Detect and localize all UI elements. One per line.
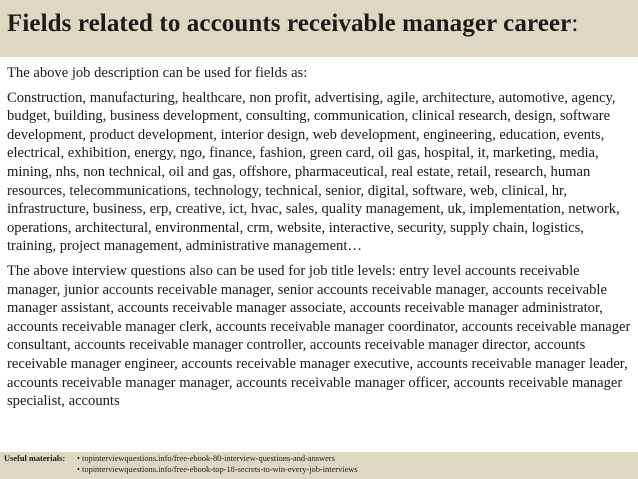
page-title-text: Fields related to accounts receivable manager career <box>7 10 572 37</box>
footer-link-ebook-80-questions[interactable]: • topinterviewquestions.info/free-ebook-80-interview-questions-and-answers <box>77 454 335 463</box>
footer-row-2 <box>4 464 638 475</box>
title-bar <box>0 0 638 57</box>
page-title-colon: : <box>571 10 579 37</box>
footer-link-ebook-18-secrets[interactable]: • topinterviewquestions.info/free-ebook-top-18-secrets-to-win-every-job-interviews <box>77 465 358 474</box>
footer-row-1 <box>4 453 638 464</box>
fields-paragraph: Construction, manufacturing, healthcare, non profit, advertising, agile, architecture, automotive, agency, budget, building, business development, consulting, communication, clinical research, design, software development, product development, interior design, web development, engineering, education, events, electrical, exhibition, energy, ngo, finance, fashion, green card, oil gas, hospital, it, marketing, media, mining, nhs, non technical, oil and gas, offshore, pharmaceutical, real estate, retail, research, human resources, telecommunications, technology, technical, senior, digital, software, web, clinical, hr, infrastructure, business, erp, creative, ict, hvac, sales, quality management, uk, implementation, network, operations, architectural, environmental, crm, website, interactive, security, supply chain, logistics, training, project management, administrative management… <box>7 89 620 255</box>
intro-paragraph: The above job description can be used for fields as: <box>7 65 308 81</box>
page-title <box>7 10 638 38</box>
footer-band <box>0 452 638 479</box>
content-body <box>7 64 634 417</box>
job-levels-paragraph: The above interview questions also can be used for job title levels: entry level accounts receivable manager, junior accounts receivable manager, senior accounts receivable manager, accounts receivable manager assistant, accounts receivable manager associate, accounts receivable manager administrator, accounts receivable manager clerk, accounts receivable manager coordinator, accounts receivable manager consultant, accounts receivable manager controller, accounts receivable manager director, accounts receivable manager engineer, accounts receivable manager executive, accounts receivable manager leader, accounts receivable manager manager, accounts receivable manager officer, accounts receivable manager specialist, accounts <box>7 262 631 410</box>
footer-label: Useful materials: <box>4 454 66 463</box>
